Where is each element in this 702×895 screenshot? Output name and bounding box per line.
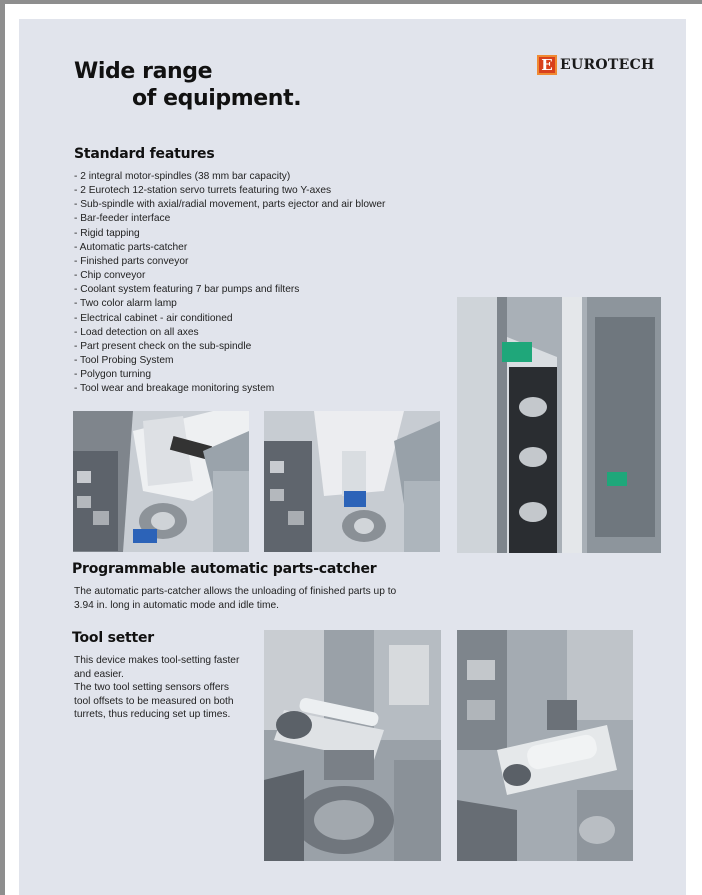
tool-setter-photo-1 (264, 630, 441, 861)
window-left-border (0, 0, 5, 895)
feature-item: - Tool Probing System (74, 355, 174, 367)
page-title-line-1: Wide range (74, 59, 213, 84)
parts-catcher-line-2: 3.94 in. long in automatic mode and idle time. (74, 599, 280, 611)
feature-item: - Two color alarm lamp (74, 298, 177, 310)
feature-item: - Load detection on all axes (74, 326, 199, 338)
tool-setter-line-1: This device makes tool-setting faster (74, 655, 240, 666)
tool-setter-heading: Tool setter (72, 630, 155, 646)
feature-item: - Part present check on the sub-spindle (74, 340, 252, 352)
page-title (74, 58, 301, 112)
eurotech-logo (537, 54, 655, 76)
standard-features-heading: Standard features (74, 146, 215, 162)
tool-setter-line-3: The two tool setting sensors offers (74, 682, 229, 693)
logo-text: EUROTECH (560, 57, 655, 73)
logo-mark-icon: E (537, 55, 557, 75)
feature-item: - Polygon turning (74, 369, 152, 381)
brochure-page (19, 19, 686, 895)
feature-item: - Chip conveyor (74, 270, 146, 282)
feature-item: - Coolant system featuring 7 bar pumps and filters (74, 284, 300, 296)
parts-catcher-heading: Programmable automatic parts-catcher (72, 561, 377, 577)
tool-setter-line-4: tool offsets to be measured on both (74, 695, 234, 707)
standard-features-list (74, 170, 385, 397)
tool-setter-line-5: turrets, thus reducing set up times. (74, 709, 231, 720)
feature-item: - Electrical cabinet - air conditioned (74, 312, 233, 324)
parts-catcher-photo-2 (264, 411, 440, 552)
feature-item: - Tool wear and breakage monitoring system (74, 383, 275, 395)
tool-setter-description (74, 654, 239, 722)
tool-setter-line-2: and easier. (74, 668, 124, 680)
parts-conveyor-photo (457, 297, 661, 553)
parts-catcher-description (74, 585, 396, 612)
feature-item: - Sub-spindle with axial/radial movement, parts ejector and air blower (74, 199, 386, 211)
parts-catcher-line-1: The automatic parts-catcher allows the unloading of finished parts up to (74, 586, 397, 597)
parts-catcher-photo-1 (73, 411, 249, 552)
feature-item: - Automatic parts-catcher (74, 241, 188, 253)
tool-setter-photo-2 (457, 630, 633, 861)
feature-item: - Rigid tapping (74, 227, 140, 239)
feature-item: - 2 Eurotech 12-station servo turrets featuring two Y-axes (74, 185, 332, 197)
window-top-border (0, 0, 702, 4)
feature-item: - Bar-feeder interface (74, 213, 171, 225)
page-title-line-2: of equipment. (132, 86, 302, 111)
feature-item: - 2 integral motor-spindles (38 mm bar capacity) (74, 171, 291, 182)
feature-item: - Finished parts conveyor (74, 255, 189, 267)
